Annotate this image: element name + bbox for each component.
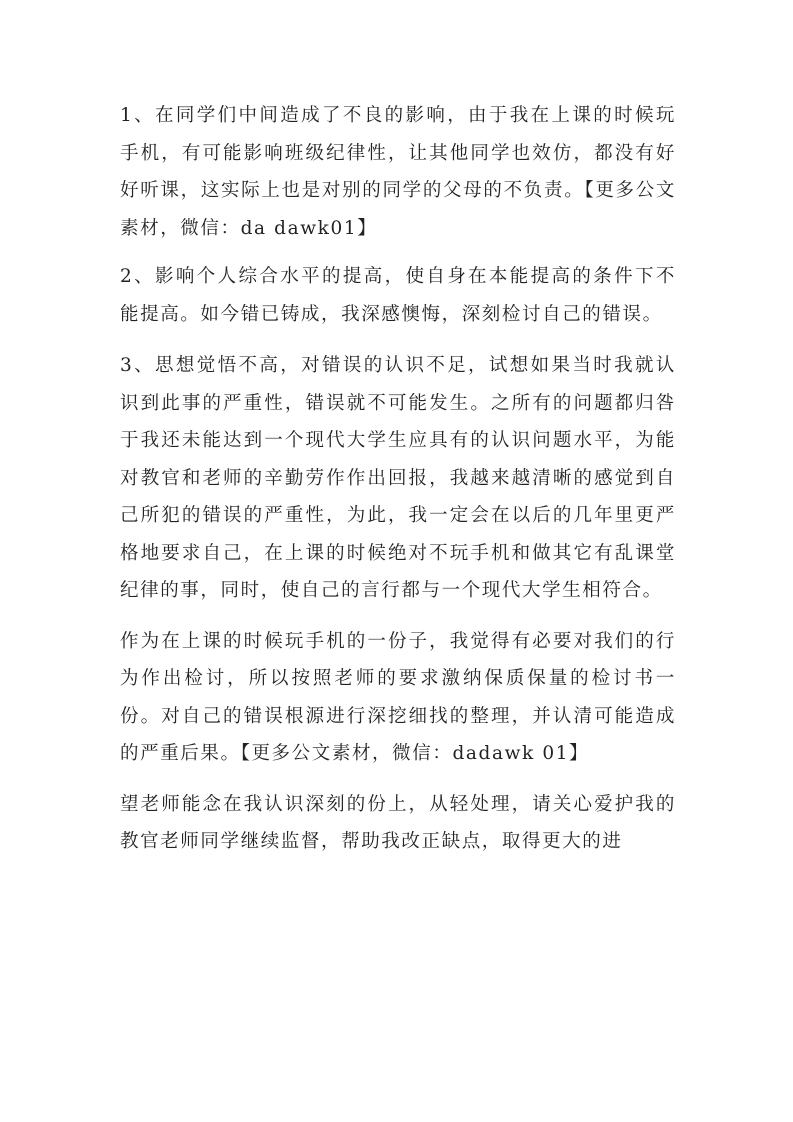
paragraph-2: 2、影响个人综合水平的提高，使自身在本能提高的条件下不能提高。如今错已铸成，我深感懊悔，深刻检讨自己的错误。 <box>120 266 676 325</box>
paragraph-3: 3、思想觉悟不高，对错误的认识不足，试想如果当时我就认识到此事的严重性，错误就不可能发生。之所有的问题都归咎于我还未能达到一个现代大学生应具有的认识问题水平，为能对教官和老师的辛勤劳作作出回报，我越来越清晰的感觉到自己所犯的错误的严重性，为此，我一定会在以后的几年里更严格地要求自己，在上课的时候绝对不玩手机和做其它有乱课堂纪律的事，同时，使自己的言行都与一个现代大学生相符合。 <box>120 355 676 601</box>
paragraph-5: 望老师能念在我认识深刻的份上，从轻处理，请关心爱护我的教官老师同学继续监督，帮助我改正缺点，取得更大的进 <box>120 793 676 852</box>
paragraph-4: 作为在上课的时候玩手机的一份子，我觉得有必要对我们的行为作出检讨，所以按照老师的要求激纳保质保量的检讨书一份。对自己的错误根源进行深挖细找的整理，并认清可能造成的严重后果。【更多公文素材，微信：dadawk 01】 <box>120 630 676 764</box>
document-body <box>120 97 676 861</box>
paragraph-1: 1、在同学们中间造成了不良的影响，由于我在上课的时候玩手机，有可能影响班级纪律性，让其他同学也效仿，都没有好好听课，这实际上也是对别的同学的父母的不负责。【更多公文素材，微信：da dawk01】 <box>120 105 676 239</box>
